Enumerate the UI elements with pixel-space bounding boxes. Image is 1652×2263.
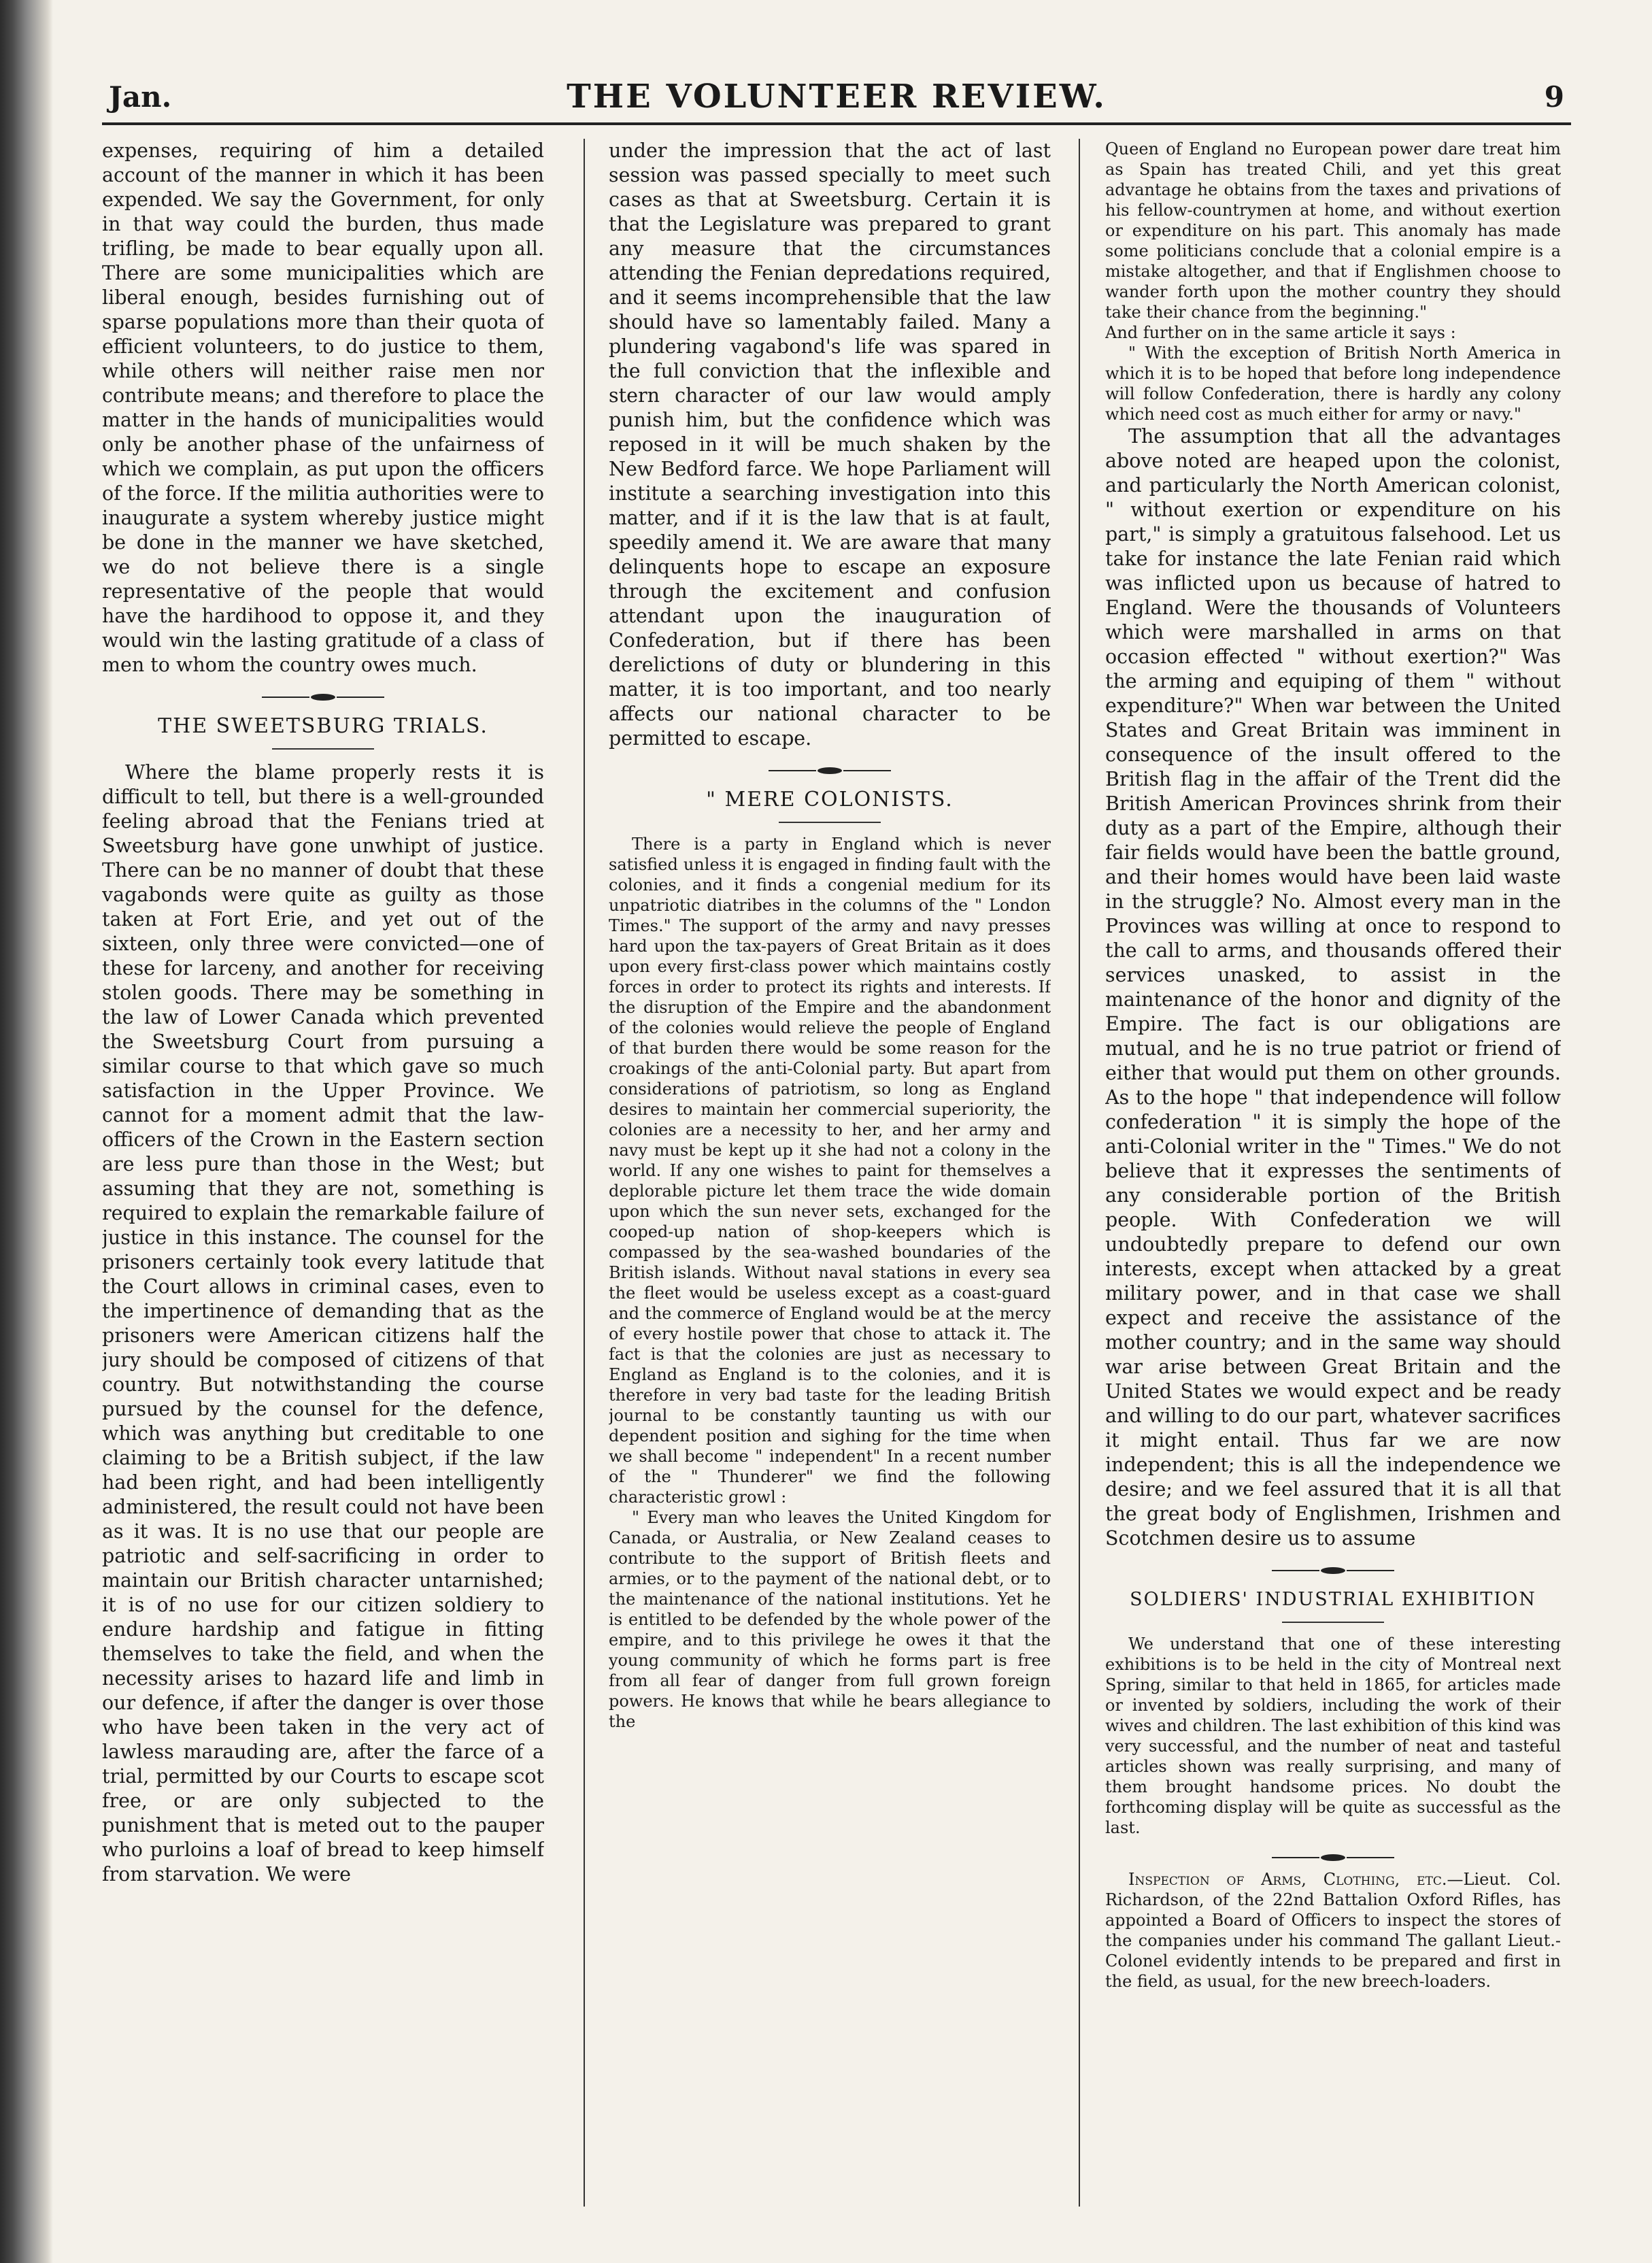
column-rule <box>584 139 585 2207</box>
section-divider-ornament <box>1272 1853 1394 1862</box>
article-paragraph: Where the blame properly rests it is difficult to tell, but there is a well-grounded feeling abroad that the Fenians tried at Sweetsburg have gone unwhipt of justice. There can be no manner of doubt that these vagabonds were quite as guilty as those taken at Fort Erie, and yet out of the sixteen, only three were convicted—one of these for larceny, and another for receiving stolen goods. There may be something in the law of Lower Canada which prevented the Sweetsburg Court from pursuing a similar course to that which gave so much satisfaction in the Upper Province. We cannot for a moment admit that the law-officers of the Crown in the Eastern section are less pure than those in the West; but assuming that they are not, something is required to explain the remarkable failure of justice in this instance. The counsel for the prisoners certainly took every latitude that the Court allows in criminal cases, even to the impertinence of demanding that as the prisoners were American citizens half the jury should be composed of citizens of that country. But notwithstanding the course pursued by the counsel for the defence, which was anything but creditable to one claiming to be a British subject, if the law had been right, and had been intelligently administered, the result could not have been as it was. It is no use that our people are patriotic and self-sacrificing in order to maintain our British character untarnished; it is of no use for our citizen soldiery to endure hardship and fatigue in fitting themselves to take the field, and when the necessity arises to hazard life and limb in our defence, if after the danger is over those who have been taken in the very act of lawless marauding are, after the farce of a trial, permitted by our Courts to escape scot free, or are only subjected to the punishment that is meted out to the pauper who purloins a loaf of bread to keep himself from starvation. We were <box>102 761 544 1885</box>
section-divider-ornament <box>262 692 384 702</box>
quoted-paragraph: Queen of England no European power dare treat him as Spain has treated Chili, and yet this great advantage he obtains from the taxes and privations of his fellow-countrymen at home, and without exertion or expenditure on his part. This anomaly has made some politicians conclude that a colonial empire is a mistake altogether, and that if Englishmen choose to wander forth upon the mother country they should take their chance from the beginning." <box>1105 139 1561 322</box>
page-header <box>102 68 1571 125</box>
header-month: Jan. <box>109 80 172 114</box>
column-2 <box>609 139 1051 2207</box>
masthead-title: THE VOLUNTEER REVIEW. <box>567 78 1107 116</box>
page-number: 9 <box>1544 80 1564 114</box>
section-divider-ornament <box>1272 1566 1394 1575</box>
headline-rule <box>272 748 374 750</box>
article-paragraph: under the impression that the act of last session was passed specially to meet such cases as that at Sweetsburg. Certain it is that the Legislature was prepared to grant any measure that the circumstances attending the Fenian depredations required, and it seems incomprehensible that the law should have so lamentably failed. Many a plundering vagabond's life was spared in the full conviction that the inflexible and stern character of our law would amply punish him, but the confidence which was reposed in it will be much shaken by the New Bedford farce. We hope Parliament will institute a searching investigation into this matter, and if it is the law that is at fault, speedily amend it. We are aware that many delinquents hope to escape an exposure through the excitement and confusion attendant upon the inauguration of Confederation, but if there has been derelictions of duty or blundering in this matter, it is too important, and too nearly affects our national character to be permitted to escape. <box>609 139 1051 750</box>
paragraph-lead-in: Inspection of Arms, Clothing, etc. <box>1128 1870 1447 1889</box>
quoted-paragraph: " With the exception of British North America in which it is to be hoped that before long independence will follow Confederation, there is hardly any colony which need cost as much either for army or navy." <box>1105 343 1561 424</box>
column-3 <box>1105 139 1561 2207</box>
quoted-paragraph: " Every man who leaves the United Kingdom for Canada, or Australia, or New Zealand ceases to contribute to the support of British fleets and armies, or to the payment of the national debt, or to the maintenance of the national institutions. Yet he is entitled to be defended by the whole power of the empire, and to this privilege he owes it that the young community of which he forms part is free from all fear of danger from full grown foreign powers. He knows that while he bears allegiance to the <box>609 1508 1051 1731</box>
paragraph-body: —Lieut. Col. Richardson, of the 22nd Battalion Oxford Rifles, has appointed a Board of Officers to inspect the stores of the companies under his command The gallant Lieut.-Colonel evidently intends to be prepared and first in the field, as usual, for the new breech-loaders. <box>1105 1870 1561 1991</box>
article-paragraph: And further on in the same article it says : <box>1105 323 1456 342</box>
section-divider-ornament <box>769 766 891 775</box>
binding-edge <box>0 0 53 2263</box>
article-paragraph: There is a party in England which is never satisfied unless it is engaged in finding fault with the colonies, and it finds a congenial medium for its unpatriotic diatribes in the columns of the " London Times." The support of the army and navy presses hard upon the tax-payers of Great Britain as it does upon every first-class power which maintains costly forces in order to protect its rights and interests. If the disruption of the Empire and the abandonment of the colonies would relieve the people of England of that burden there would be some reason for the croakings of the anti-Colonial party. But apart from considerations of patriotism, so long as England desires to maintain her commercial superiority, the colonies are a necessity to her, and her army and navy must be kept up it she had not a colony in the world. If any one wishes to paint for themselves a deplorable picture let them trace the wide domain upon which the sun never sets, exchanged for the cooped-up nation of shop-keepers which is compassed by the sea-washed boundaries of the British islands. Without naval stations in every sea the fleet would be useless except as a coast-guard and the commerce of England would be at the mercy of every hostile power that chose to attack it. The fact is that the colonies are just as necessary to England as England is to the colonies, and it is therefore in very bad taste for the leading British journal to be constantly taunting us with our dependent position and sighing for the time when we shall become " independent" In a recent number of the " Thunderer" we find the following characteristic growl : <box>609 835 1051 1507</box>
headline-soldiers-industrial-exhibition: SOLDIERS' INDUSTRIAL EXHIBITION <box>1130 1589 1536 1610</box>
article-paragraph: We understand that one of these interesting exhibitions is to be held in the city of Montreal next Spring, similar to that held in 1865, for articles made or invented by soldiers, including the work of their wives and children. The last exhibition of this kind was very successful, and the number of neat and tasteful articles shown was really surprising, and many of them brought handsome prices. No doubt the forthcoming display will be quite as successful as the last. <box>1105 1635 1561 1837</box>
headline-mere-colonists: " MERE COLONISTS. <box>706 788 954 811</box>
article-paragraph <box>1105 1869 1561 1992</box>
article-paragraph: expenses, requiring of him a detailed account of the manner in which it has been expended. We say the Government, for only in that way could the burden, thus made trifling, be made to bear equally upon all. There are some municipalities which are liberal enough, besides furnishing out of sparse populations more than their quota of efficient volunteers, to do justice to them, while others will neither raise men nor contribute means; and therefore to place the matter in the hands of municipalities would only be another phase of the unfairness of which we complain, as put upon the officers of the force. If the militia authorities were to inaugurate a system whereby justice might be done in the manner we have sketched, we do not believe there is a single representative of the people that would have the hardihood to oppose it, and they would win the lasting gratitude of a class of men to whom the country owes much. <box>102 139 544 676</box>
headline-rule <box>779 822 881 823</box>
headline-sweetsburg-trials: THE SWEETSBURG TRIALS. <box>158 714 488 738</box>
column-1 <box>102 139 544 2207</box>
headline-rule <box>1282 1622 1384 1623</box>
article-paragraph: The assumption that all the advantages above noted are heaped upon the colonist, and particularly the North American colonist, " without exertion or expenditure on his part," is simply a gratuitous falsehood. Let us take for instance the late Fenian raid which was inflicted upon us because of hatred to England. Were the thousands of Volunteers which were marshalled in arms on that occasion effected " without exertion?" Was the arming and equiping of them " without expenditure?" When war between the United States and Great Britain was imminent in consequence of the insult offered to the British flag in the affair of the Trent did the British American Provinces shrink from their duty as a part of the Empire, although their fair fields would have been the battle ground, and their homes would have been laid waste in the struggle? No. Almost every man in the Provinces was willing at once to respond to the call to arms, and thousands offered their services unasked, to assist in the maintenance of the honor and dignity of the Empire. The fact is our obligations are mutual, and he is no true patriot or friend of either that would put them on other grounds. As to the hope " that independence will follow confederation " it is simply the hope of the anti-Colonial writer in the " Times." We do not believe that it expresses the sentiments of any considerable portion of the British people. With Confederation we will undoubtedly prepare to defend our own interests, except when attacked by a great military power, and in that case we shall expect and receive the assistance of the mother country; and in the same way should war arise between Great Britain and the United States we would expect and be ready and willing to do our part, whatever sacrifices it might entail. Thus far we are now independent; this is all the independence we desire; and we feel assured that it is all that the great body of Englishmen, Irishmen and Scotchmen desire us to assume <box>1105 425 1561 1549</box>
column-rule <box>1079 139 1080 2207</box>
newspaper-page <box>102 68 1571 2224</box>
